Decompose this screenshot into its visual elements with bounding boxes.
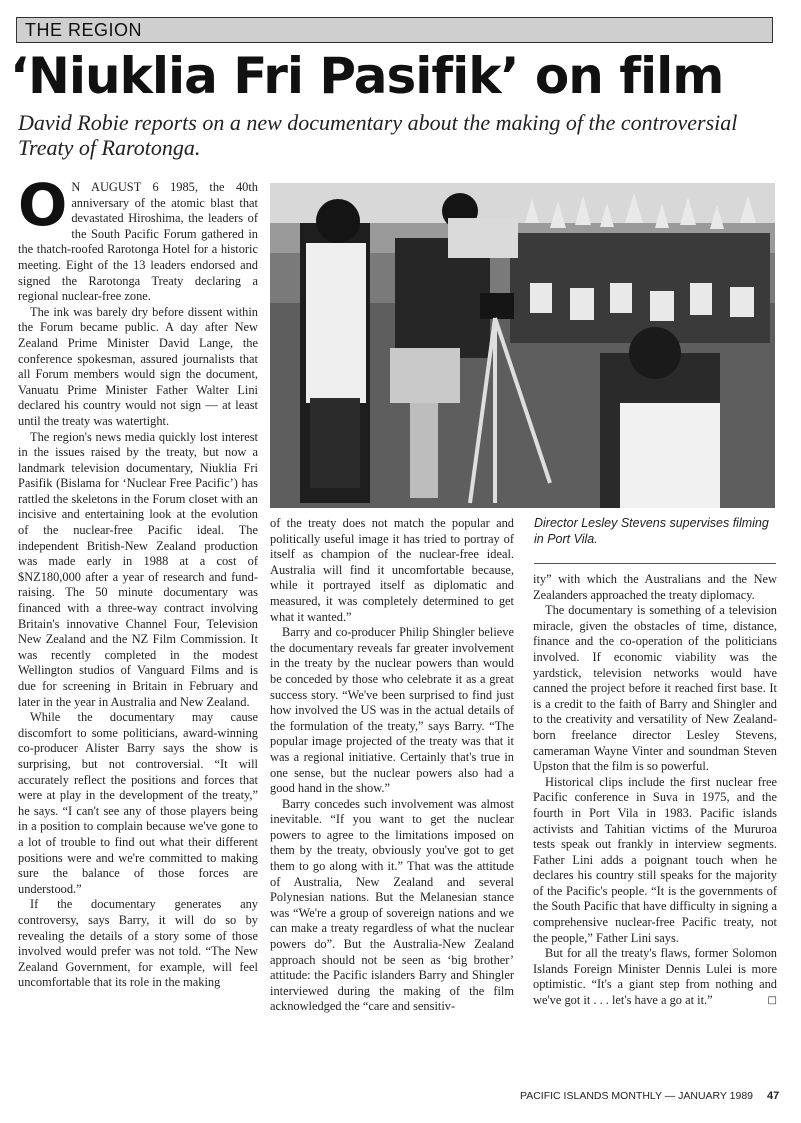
page-number: 47 [767,1090,780,1102]
page-footer [520,1090,782,1102]
article-paragraph: But for all the treaty's flaws, former Solomon Islands Foreign Minister Dennis Lulei is more optimistic. “It's a giant step from nothing and we've got it . . . let's have a go at it.” □ [533,946,777,1008]
standfirst: David Robie reports on a new documentary about the making of the controversial Treaty of Rarotonga. [18,110,738,160]
article-paragraph: Barry concedes such involvement was almost inevitable. “If you want to get the nuclear powers to agree to the limitations imposed on them by the treaty, obviously you've got to get them to go along with it.” That was the attitude of Australia, New Zealand and several Polynesian nations. But the Melanesian stance was “We're a group of sovereign nations and we can make a treaty regardless of what the nuclear powers do”. But the Australia-New Zealand approach should not be seen as ‘big brother’ attitude: the Pacific islanders Barry and Shingler interviewed during the making of the film acknowledged the “care and sensitiv- [270,796,514,1014]
drop-cap: O [18,171,68,239]
article-column-2 [270,516,514,1015]
section-label: THE REGION [25,20,143,40]
article-paragraph: The region's news media quickly lost interest in the issues raised by the treaty, but now a landmark television documentary, Niuklia Fri Pasifik (Bislama for ‘Nuclear Free Pacific’) has rattled the skeletons in the Forum closet with an incisive and entertaining look at the evolution of the nuclear-free Pacific ideal. The independent British-New Zealand production was made early in 1988 at a cost of $NZ180,000 after a year of research and fund-raising. The 50 minute documentary was financed with a three-way contract involving Britain's innovative Channel Four, Television New Zealand and the NZ Film Commission. It was recently completed in the modest Wellington studios of Vanguard Films and is due for screening in Britain in February and later in the year in Australia and New Zealand. [18,429,258,709]
headline: ‘Niuklia Fri Pasifik’ on film [10,47,724,105]
film-crew-photo-illustration [270,183,775,508]
caption-divider [534,563,776,564]
photo-caption: Director Lesley Stevens supervises filming in Port Vila. [534,516,769,546]
article-paragraph: The ink was barely dry before dissent within the Forum became public. A day after New Zealand Prime Minister David Lange, the conference spokesman, assured journalists that all Forum members would sign the document, Vanuatu Prime Minister Father Walter Lini declared his country would not sign — at least until the treaty was watertight. [18,304,258,428]
article-column-1 [18,171,258,991]
article-paragraph: O N AUGUST 6 1985, the 40th anniversary of the atomic blast that devastated Hiroshima, the leaders of the South Pacific Forum gathered in the thatch-roofed Rarotonga Hotel for a historic meeting. Eight of the 13 leaders endorsed and signed the Rarotonga Treaty declaring a regional nuclear-free zone. [18,171,258,304]
article-paragraph: If the documentary generates any controversy, says Barry, it will do so by revealing the details of a story some of those involved would prefer was not told. “The New Zealand Government, for example, will feel uncomfortable that its role in the making [18,897,258,990]
article-paragraph: The documentary is something of a television miracle, given the obstacles of time, distance, finance and the co-operation of the politicians involved. If economic viability was the yardstick, television networks would have canned the project before it reached first base. It is a credit to the faith of Barry and Shingler and to the creativity and versatility of New Zealand-born freelance director Lesley Stevens, cameraman Wayne Vinter and soundman Steven Upston that the film is so powerful. [533,603,777,774]
section-bar [16,17,773,43]
article-paragraph: ity” with which the Australians and the New Zealanders approached the treaty diplomacy. [533,572,777,602]
article-paragraph: Historical clips include the first nuclear free Pacific conference in Suva in 1975, and the fourth in Port Vila in 1983. Pacific islands activists and Tahitian victims of the Mururoa tests speak out frankly in interview segments. Father Lini adds a poignant touch when he declares his country still speaks for the majority of the Pacific's people. “It is the governments of the South Pacific that have difficulty in signing a comprehensive nuclear-free Pacific treaty, not the people,” Father Lini says. [533,774,777,945]
article-paragraph: While the documentary may cause discomfort to some politicians, award-winning co-producer Alister Barry says the show is surprising, but not controversial. “It will accurately reflect the positions and forces that were at play in the development of the treaty,” he says. “I can't see any of those players being in a position to complain because we've gone to a lot of trouble to find out what their different positions were and we're committed to making sure the balance of those forces are understood.” [18,710,258,896]
end-of-article-mark: □ [767,995,777,1007]
article-paragraph: of the treaty does not match the popular and politically useful image it has tried to portray of itself as champion of the nuclear-free ideal. Australia will find it uncomfortable because, while it portrayed itself as diplomatic and measured, it was completely determined to get what it wanted.” [270,516,514,624]
documentary-photo [270,183,775,508]
article-paragraph: Barry and co-producer Philip Shingler believe the documentary reveals far greater involvement in the treaty by the nuclear powers than would be conceded by those who celebrate it as a great success story. “We've been surprised to find just how involved the US was in the actual details of the formulation of the treaty,” says Barry. “The popular image projected of the treaty was that it was a regional initiative. Certainly that's true in one sense, but the nuclear powers also had a good hand in the show.” [270,625,514,796]
article-column-3 [533,572,777,1009]
publication-line: PACIFIC ISLANDS MONTHLY — JANUARY 1989 [520,1090,754,1102]
